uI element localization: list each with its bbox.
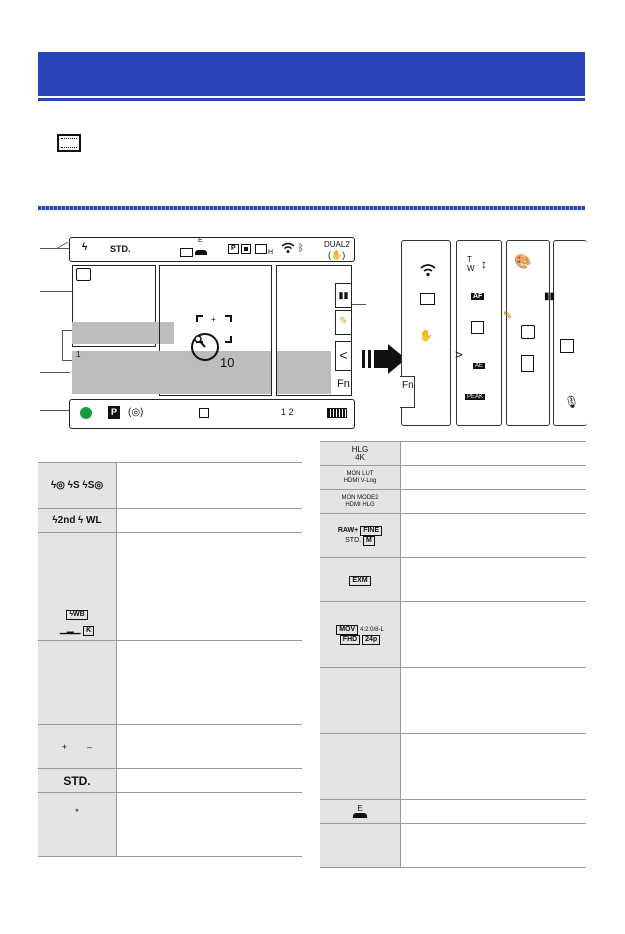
section-rule bbox=[38, 206, 585, 210]
plus-label: + bbox=[61, 741, 68, 752]
metering-icon: (◎) bbox=[128, 407, 144, 418]
panel-1: ✋ Fn bbox=[401, 240, 451, 426]
bluetooth-icon: ᛒ bbox=[298, 243, 304, 254]
flash-wb-icon: ϟWB bbox=[66, 610, 87, 620]
zoom-tw-label: T W bbox=[467, 255, 475, 273]
stabilizer-icon: (✋) bbox=[328, 250, 346, 260]
timer-label: 10 bbox=[220, 355, 235, 370]
battery-icon bbox=[327, 408, 347, 418]
tab-creative[interactable]: ✎ bbox=[335, 310, 352, 335]
touch-ae-icon: AE bbox=[475, 363, 484, 369]
panel-3: 🎨 ✎ bbox=[506, 240, 550, 426]
right-gray-area bbox=[277, 351, 331, 394]
self-timer-icon bbox=[188, 330, 222, 364]
left-table: ϟ◎ ϟS ϟS◎ ϟ2nd ϟ WL ϟWB ▁▂▁ K + – STD. * bbox=[38, 462, 302, 857]
std-style-icon: STD. bbox=[63, 773, 91, 788]
exm-icon: EXM bbox=[349, 576, 370, 586]
tab-arrow[interactable]: < bbox=[335, 341, 352, 371]
mode-p-icon: P bbox=[228, 244, 239, 254]
exposure-comp-icon bbox=[199, 408, 209, 418]
kelvin-icon: K bbox=[83, 626, 94, 636]
center-gray-area bbox=[72, 351, 271, 394]
burst-icon bbox=[255, 244, 267, 254]
mode-p-badge: P bbox=[108, 406, 120, 419]
header-rule bbox=[38, 98, 585, 101]
burst-h-label: H bbox=[268, 249, 274, 256]
codec-label: 4:2:0/8-L bbox=[360, 626, 384, 633]
flash-icon: ϟ bbox=[82, 242, 88, 253]
photo-style-icon bbox=[76, 268, 91, 281]
fine-label: FINE bbox=[360, 526, 382, 536]
panel-fn-label: Fn bbox=[402, 380, 414, 391]
e-label: E bbox=[198, 237, 203, 244]
mon-lut-label: MON LUT bbox=[346, 470, 374, 477]
callout-1: 1 bbox=[76, 350, 81, 359]
size-m-label: M bbox=[363, 536, 375, 546]
fn-label: Fn bbox=[337, 378, 350, 390]
raw-label: RAW+ bbox=[337, 526, 359, 534]
dual-label: DUAL2 bbox=[324, 240, 350, 249]
mon-mode-label: MON MODE2 bbox=[341, 494, 379, 501]
peak-icon: PEAK bbox=[467, 394, 484, 400]
e-mount-icon-2 bbox=[353, 813, 367, 818]
focus-indicator bbox=[80, 407, 92, 419]
4k-label: 4K bbox=[355, 452, 365, 462]
minus-label: – bbox=[87, 741, 93, 752]
mov-label: MOV bbox=[336, 625, 358, 635]
hdmi-vlog-label: HDMI V-Log bbox=[343, 477, 377, 484]
hdmi-hlg-label: HDMI HLG bbox=[345, 501, 375, 508]
e-mount-label: E bbox=[357, 804, 363, 813]
fhd-label: FHD bbox=[340, 635, 360, 645]
e-mount-icon bbox=[195, 250, 207, 255]
wifi-icon bbox=[281, 242, 295, 257]
flash-2nd-icon: ϟ2nd bbox=[52, 515, 76, 526]
std-label: STD. bbox=[110, 244, 131, 254]
panel-2: T W ↕ AF > AE PEAK bbox=[456, 240, 502, 426]
flash-wl-icon: ϟ WL bbox=[77, 515, 102, 526]
flash-redeye-icon: ϟ◎ ϟS ϟS◎ bbox=[50, 480, 104, 491]
film-frame-icon bbox=[57, 134, 81, 152]
touch-af-icon: AF bbox=[473, 293, 483, 300]
right-table bbox=[320, 441, 586, 868]
fps-label: 24p bbox=[362, 635, 380, 645]
std-label-2: STD. bbox=[345, 536, 362, 544]
svg-text:+: + bbox=[211, 315, 216, 324]
asterisk-label: * bbox=[75, 807, 79, 817]
tab-video[interactable]: ▮▮ bbox=[335, 283, 352, 308]
aspect-icon bbox=[180, 248, 193, 257]
panel-4: ▮▮ 🎙 bbox=[553, 240, 587, 426]
hlg-label: HLG bbox=[351, 444, 369, 454]
single-shot-icon bbox=[241, 244, 251, 254]
frames-label: 1 2 bbox=[281, 407, 294, 417]
header-bar bbox=[38, 52, 585, 96]
